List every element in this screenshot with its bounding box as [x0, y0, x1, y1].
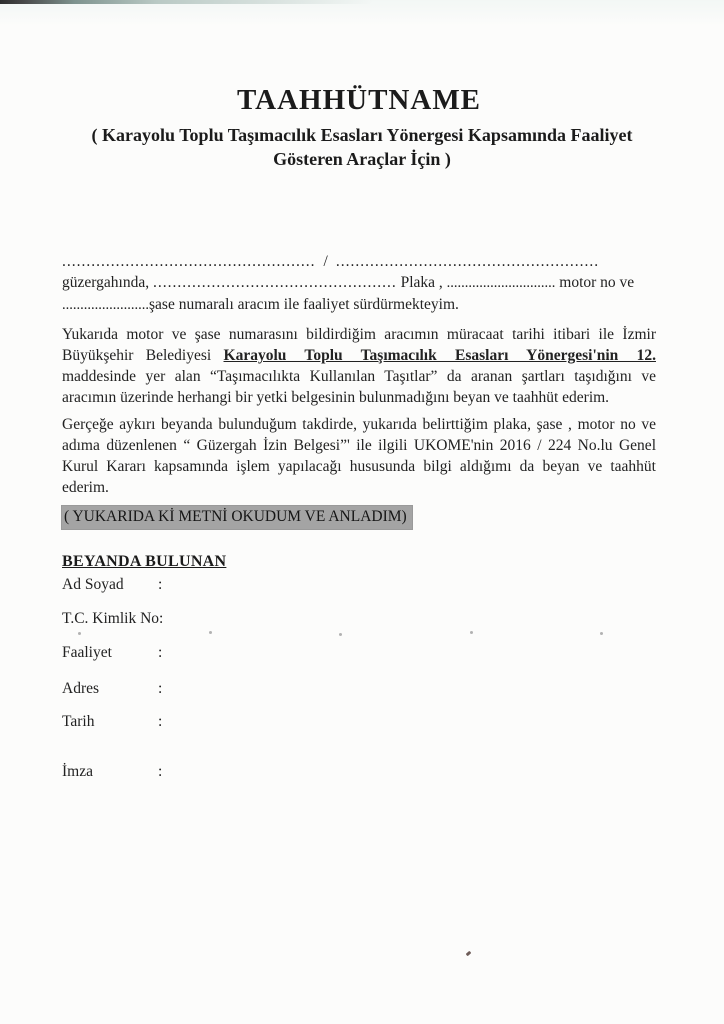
dotted-blank-right: ...................................................... [335, 253, 600, 271]
paragraph-penalty-clause: Gerçeğe aykırı beyanda bulunduğum takdirde, yukarıda belirttiğim plaka, şase , motor no ve adıma düzenlenen “ Güzergah İzin Belgesi”' ile ilgili UKOME'nin 2016 / 224 No.lu Genel Kurul Kararı kapsamında işlem yapılacağı hususunda bilgi aldığımı da beyan ve taahhüt ederim. [62, 416, 656, 497]
route-chassis-line [62, 294, 656, 316]
dotted-blank-route: .................................................. [152, 274, 397, 292]
paragraph1-pre: Yukarıda motor ve şase numarasını bildirdiğim aracımın müracaat tarihi itibari ile İzmir Büyükşehir Belediyesi [62, 326, 656, 365]
route-word-guzergahinda: güzergahında, [62, 274, 153, 292]
field-row-imza [62, 761, 656, 782]
scan-artifact-speck [78, 632, 81, 635]
scan-artifact-speck [600, 632, 603, 635]
scan-artifact-speck [470, 631, 473, 634]
dotted-blank-plate: .............................. [446, 275, 556, 292]
field-colon: : [158, 713, 163, 731]
acknowledgement-highlight: ( YUKARIDA Kİ METNİ OKUDUM VE ANLADIM) [62, 506, 412, 529]
field-colon: : [159, 610, 164, 628]
paragraph1-post: maddesinde yer alan “Taşımacılıkta Kullanılan Taşıtlar” da aranan şartları taşıdığını ve aracımın üzerinde herhangi bir yetki belgesinin bulunmadığını beyan ve taahhüt ederim. [62, 368, 656, 407]
field-colon: : [158, 680, 163, 698]
route-fill-in-section [62, 251, 656, 316]
field-label-tarih: Tarih [62, 713, 95, 731]
scan-artifact-speck [209, 631, 212, 634]
field-row-tarih [62, 711, 656, 732]
dotted-blank-left: .................................................... [62, 253, 316, 271]
route-plate-line [62, 272, 656, 294]
field-label-imza: İmza [62, 763, 93, 781]
route-chassis-text: şase numaralı aracım ile faaliyet sürdürmekteyim. [149, 296, 459, 314]
slash-separator: / [323, 253, 328, 271]
scan-artifact-speck-bottom [466, 951, 472, 957]
field-colon: : [158, 763, 163, 781]
field-row-faaliyet [62, 642, 656, 663]
route-word-plaka: Plaka , [396, 274, 447, 292]
field-label-ad-soyad: Ad Soyad [62, 576, 124, 594]
document-title: TAAHHÜTNAME [236, 84, 482, 116]
declarant-heading: BEYANDA BULUNAN [62, 553, 227, 571]
paragraph-undertaking [62, 324, 656, 408]
document-content [0, 85, 724, 782]
field-row-ad-soyad [62, 574, 656, 595]
declarant-section [62, 553, 656, 782]
field-label-faaliyet: Faaliyet [62, 644, 112, 662]
dotted-blank-chassis: ........................ [62, 297, 149, 314]
scan-artifact-top-edge [0, 0, 372, 4]
field-colon: : [158, 576, 163, 594]
route-word-motor-no: motor no ve [555, 274, 635, 292]
field-colon: : [158, 644, 163, 662]
scan-artifact-speck [339, 633, 342, 636]
document-subtitle: ( Karayolu Toplu Taşımacılık Esasları Yönergesi Kapsamında Faaliyet Gösteren Araçlar İçin ) [91, 125, 633, 169]
field-label-adres: Adres [62, 680, 100, 698]
field-label-tc-kimlik-no: T.C. Kimlik No [62, 610, 160, 628]
field-row-tc-kimlik-no [62, 608, 656, 629]
route-blank-line [62, 251, 656, 272]
field-row-adres [62, 678, 656, 699]
paragraph1-regulation-reference: Karayolu Toplu Taşımacılık Esasları Yönergesi'nin 12. [223, 347, 656, 365]
